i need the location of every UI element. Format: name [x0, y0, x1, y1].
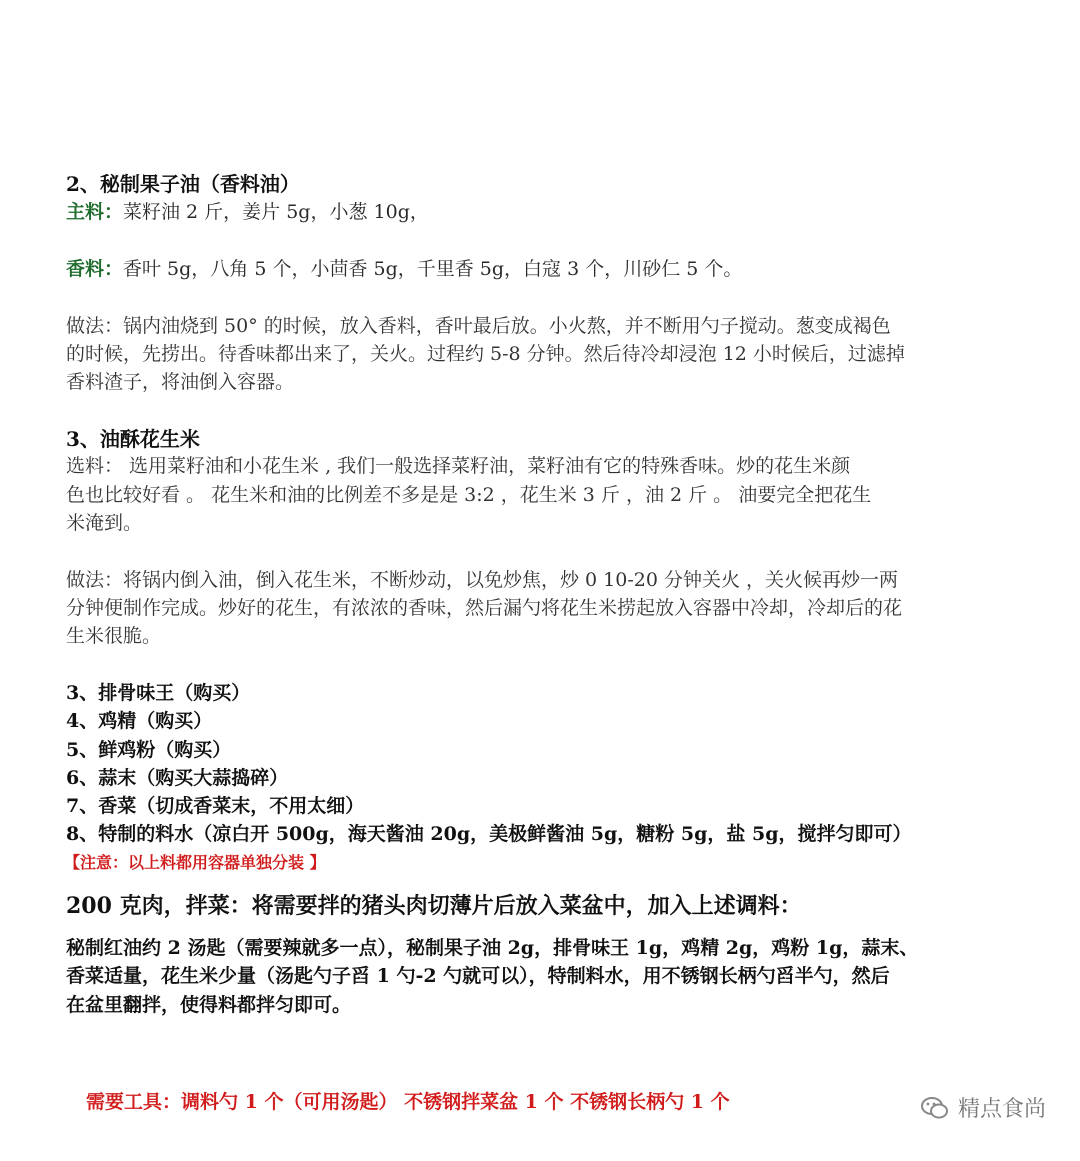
- mixing-instruction-line: 秘制红油约 2 汤匙（需要辣就多一点），秘制果子油 2g，排骨味王 1g，鸡精 2g，鸡粉 1g，蒜末、: [66, 937, 919, 959]
- section2-method-line: 做法：锅内油烧到 50° 的时候，放入香料，香叶最后放。小火熬，并不断用勺子搅动。葱变成褐色: [66, 315, 891, 337]
- list-item: 3、排骨味王（购买）: [66, 682, 251, 704]
- section2-method-line: 香料渣子，将油倒入容器。: [66, 371, 295, 393]
- mixing-instruction-line: 香菜适量，花生米少量（汤匙勺子舀 1 勺-2 勺就可以），特制料水，用不锈钢长柄勺舀半勺，然后: [66, 965, 890, 987]
- main-label: 主料：: [66, 201, 124, 223]
- list-item: 4、鸡精（购买）: [66, 710, 213, 732]
- spice-label: 香料：: [66, 258, 124, 280]
- section3-select-line: 色也比较好看 。 花生米和油的比例差不多是是 3:2 ，花生米 3 斤 ，油 2 斤 。 油要完全把花生: [66, 484, 872, 506]
- storage-note: 【注意：以上料都用容器单独分装 】: [64, 853, 326, 872]
- section2-main-ingredients: [66, 199, 429, 225]
- tools-required: 需要工具：调料勺 1 个（可用汤匙） 不锈钢拌菜盆 1 个 不锈钢长柄勺 1 个: [86, 1091, 730, 1113]
- section3-method-line: 生米很脆。: [66, 625, 162, 647]
- mixing-instruction-line: 在盆里翻拌，使得料都拌匀即可。: [66, 994, 352, 1016]
- section3-select-line: 米淹到。: [66, 512, 143, 534]
- section3-select-line: 选料： 选用菜籽油和小花生米 , 我们一般选择菜籽油，菜籽油有它的特殊香味。炒的花生米颜: [66, 455, 851, 477]
- section2-title: 2、秘制果子油（香料油）: [66, 172, 300, 196]
- section2-spices: [66, 256, 742, 282]
- list-item: 6、蒜末（购买大蒜捣碎）: [66, 767, 289, 789]
- list-item: 7、香菜（切成香菜末，不用太细）: [66, 795, 365, 817]
- list-item: 8、特制的料水（凉白开 500g，海天酱油 20g，美极鲜酱油 5g，糖粉 5g，盐 5g，搅拌匀即可）: [66, 823, 912, 845]
- section3-method-line: 分钟便制作完成。炒好的花生，有浓浓的香味，然后漏勺将花生米捞起放入容器中冷却，冷却后的花: [66, 597, 903, 619]
- main-text: 菜籽油 2 斤，姜片 5g，小葱 10g，: [123, 201, 429, 223]
- watermark-text: 精点食尚: [957, 1097, 1046, 1122]
- watermark: [920, 1092, 1046, 1123]
- mixing-heading: 200 克肉，拌菜：将需要拌的猪头肉切薄片后放入菜盆中，加入上述调料：: [66, 893, 802, 919]
- section3-title: 3、油酥花生米: [66, 427, 200, 451]
- spice-text: 香叶 5g，八角 5 个，小茴香 5g，千里香 5g，白寇 3 个，川砂仁 5 个。: [123, 258, 743, 280]
- section3-method-line: 做法：将锅内倒入油，倒入花生米，不断炒动，以免炒焦，炒 0 10-20 分钟关火 ，关火候再炒一两: [66, 569, 899, 591]
- list-item: 5、鲜鸡粉（购买）: [66, 739, 232, 761]
- section2-method-line: 的时候，先捞出。待香味都出来了，关火。过程约 5-8 分钟。然后待冷却浸泡 12 小时候后，过滤掉: [66, 343, 905, 365]
- wechat-icon: [920, 1095, 950, 1121]
